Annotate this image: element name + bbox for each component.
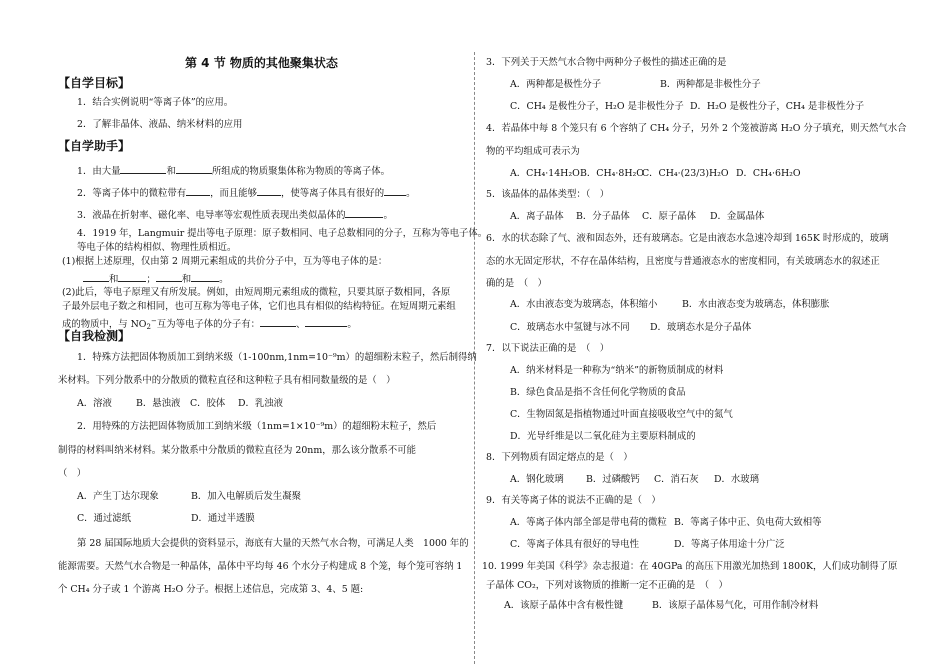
- check-q1-option-b[interactable]: B．悬浊液: [136, 398, 181, 409]
- blank[interactable]: [257, 185, 281, 196]
- q10-option-b[interactable]: B．该原子晶体易气化，可用作制冷材料: [652, 600, 819, 611]
- blank[interactable]: [305, 316, 347, 327]
- q9-option-c[interactable]: C．等离子体具有很好的导电性: [510, 539, 640, 550]
- passage-line1: 第 28 届国际地质大会提供的资料显示，海底有大量的天然气水合物，可满足人类 1000 年的: [77, 538, 469, 549]
- q9-option-b[interactable]: B．等离子体中正、负电荷大致相等: [674, 517, 822, 528]
- q4-option-d[interactable]: D．CH₄·6H₂O: [736, 168, 801, 179]
- q6-line3: 确的是 （ ）: [486, 278, 547, 289]
- check-q2-option-a[interactable]: A．产生丁达尔现象: [77, 491, 159, 502]
- q5-option-a[interactable]: A．离子晶体: [510, 211, 564, 222]
- q9-stem: 9．有关等离子体的说法不正确的是（ ）: [486, 495, 661, 506]
- q5-option-b[interactable]: B．分子晶体: [576, 211, 630, 222]
- q6-option-c[interactable]: C．玻璃态水中氢键与冰不同: [510, 322, 630, 333]
- helper-q1: 1．由大量 和 所组成的物质聚集体称为物质的等离子体。: [77, 163, 390, 178]
- check-q1-line2: 米材料。下列分散系中的分散质的微粒直径和这种粒子具有相同数量级的是（ ）: [58, 375, 396, 386]
- check-q1-option-a[interactable]: A．溶液: [77, 398, 112, 409]
- q8-option-a[interactable]: A．钢化玻璃: [510, 474, 564, 485]
- section-helper: 【自学助手】: [58, 139, 131, 153]
- q4-option-a[interactable]: A．CH₄·14H₂O: [510, 168, 580, 179]
- blank[interactable]: [191, 271, 219, 282]
- q8-stem: 8．下列物质有固定熔点的是（ ）: [486, 452, 633, 463]
- q8-option-b[interactable]: B．过磷酸钙: [586, 474, 640, 485]
- blank[interactable]: [118, 271, 146, 282]
- q4-line1: 4．若晶体中每 8 个笼只有 6 个容纳了 CH₄ 分子，另外 2 个笼被游离 H₂O 分子填充，则天然气水合: [486, 123, 907, 134]
- helper-q4-line3: (1)根据上述原理，仅由第 2 周期元素组成的共价分子中，互为等电子体的是：: [62, 256, 388, 267]
- q3-option-d[interactable]: D．H₂O 是极性分子，CH₄ 是非极性分子: [690, 101, 865, 112]
- q6-line1: 6．水的状态除了气、液和固态外，还有玻璃态。它是由液态水急速冷却到 165K 时形成的，玻璃: [486, 233, 889, 244]
- blank[interactable]: [83, 271, 109, 282]
- check-q2-line1: 2．用特殊的方法把固体物质加工到纳米级（1nm=1×10⁻⁹m）的超细粉末粒子，然后: [77, 421, 437, 432]
- q3-stem: 3．下列关于天然气水合物中两种分子极性的描述正确的是: [486, 57, 727, 68]
- q8-option-d[interactable]: D．水玻璃: [714, 474, 760, 485]
- helper-q4-line6: 子最外层电子数之和相同，也可互称为等电子体，它们也具有相似的结构特征。在短周期元素组: [62, 301, 456, 312]
- goal-2: 2．了解非晶体、液晶、纳米材料的应用: [77, 119, 243, 130]
- q5-stem: 5．该晶体的晶体类型：（ ）: [486, 189, 610, 200]
- q4-option-c[interactable]: C．CH₄·(23/3)H₂O: [642, 168, 729, 179]
- q4-line2: 物的平均组成可表示为: [486, 146, 580, 157]
- passage-line3: 个 CH₄ 分子或 1 个游离 H₂O 分子。根据上述信息，完成第 3、4、5 题:: [58, 584, 364, 595]
- check-q2-line2: 制得的材料叫纳米材料。某分散系中分散质的微粒直径为 20nm，那么该分散系不可能: [58, 445, 416, 456]
- q10-line1: 10. 1999 年美国《科学》杂志报道：在 40GPa 的高压下用激光加热到 1800K，人们成功制得了原: [482, 561, 898, 572]
- q10-option-a[interactable]: A．该原子晶体中含有极性键: [504, 600, 624, 611]
- helper-q4-line2: 等电子体的结构相似、物理性质相近。: [77, 242, 237, 253]
- passage-line2: 能源需要。天然气水合物是一种晶体，晶体中平均每 46 个水分子构建成 8 个笼，每个笼可容纳 1: [58, 561, 463, 572]
- section-check: 【自我检测】: [58, 329, 131, 343]
- q10-line2: 子晶体 CO₂，下列对该物质的推断一定不正确的是 （ ）: [486, 580, 728, 591]
- blank[interactable]: [120, 163, 166, 174]
- q4-option-b[interactable]: B．CH₄·8H₂O: [580, 168, 644, 179]
- q6-option-a[interactable]: A．水由液态变为玻璃态，体积缩小: [510, 299, 658, 310]
- blank[interactable]: [260, 316, 296, 327]
- q6-line2: 态的水无固定形状，不存在晶体结构，且密度与普通液态水的密度相同，有关玻璃态水的叙述正: [486, 256, 880, 267]
- q7-stem: 7．以下说法正确的是 （ ）: [486, 343, 610, 354]
- q8-option-c[interactable]: C．消石灰: [654, 474, 699, 485]
- goal-1: 1．结合实例说明“等离子体”的应用。: [77, 97, 234, 108]
- blank[interactable]: [156, 271, 182, 282]
- q7-option-b[interactable]: B．绿色食品是指不含任何化学物质的食品: [510, 387, 686, 398]
- q7-option-d[interactable]: D．光导纤维是以二氧化硅为主要原料制成的: [510, 431, 696, 442]
- q3-option-b[interactable]: B．两种都是非极性分子: [660, 79, 761, 90]
- blank[interactable]: [186, 185, 210, 196]
- helper-q3: 3．液晶在折射率、磁化率、电导率等宏观性质表现出类似晶体的 。: [77, 207, 393, 222]
- q7-option-c[interactable]: C．生物固氮是指植物通过叶面直接吸收空气中的氮气: [510, 409, 733, 420]
- check-q2-option-d[interactable]: D．通过半透膜: [191, 513, 255, 524]
- blank[interactable]: [345, 207, 383, 218]
- helper-q4-line4: 和 ； 和 。: [83, 271, 229, 286]
- helper-q2: 2．等离子体中的微粒带有 ，而且能够 ，使等离子体具有很好的 。: [77, 185, 416, 200]
- helper-q4-line5: (2)此后，等电子原理又有所发展。例如，由短周期元素组成的微粒，只要其原子数相同，各原: [62, 287, 451, 298]
- page-title: 第 4 节 物质的其他聚集状态: [185, 56, 338, 70]
- blank[interactable]: [384, 185, 406, 196]
- q3-option-a[interactable]: A．两种都是极性分子: [510, 79, 602, 90]
- q5-option-c[interactable]: C．原子晶体: [642, 211, 697, 222]
- q3-option-c[interactable]: C．CH₄ 是极性分子，H₂O 是非极性分子: [510, 101, 684, 112]
- q9-option-d[interactable]: D．等离子体用途十分广泛: [674, 539, 785, 550]
- q6-option-b[interactable]: B．水由液态变为玻璃态，体积膨胀: [682, 299, 830, 310]
- q9-option-a[interactable]: A．等离子体内部全部是带电荷的微粒: [510, 517, 667, 528]
- check-q2-option-b[interactable]: B．加入电解质后发生凝聚: [191, 491, 302, 502]
- q5-option-d[interactable]: D．金属晶体: [710, 211, 765, 222]
- check-q1-line1: 1．特殊方法把固体物质加工到纳米级（1-100nm,1nm=10⁻⁹m）的超细粉末粒子，然后制得纳: [77, 352, 477, 363]
- q6-option-d[interactable]: D．玻璃态水是分子晶体: [650, 322, 752, 333]
- blank[interactable]: [176, 163, 212, 174]
- section-goals: 【自学目标】: [58, 76, 131, 90]
- check-q1-option-d[interactable]: D．乳浊液: [238, 398, 284, 409]
- q7-option-a[interactable]: A．纳米材料是一种称为“纳米”的新物质制成的材料: [510, 365, 724, 376]
- check-q1-option-c[interactable]: C．胶体: [190, 398, 226, 409]
- helper-q4-line1: 4．1919 年，Langmuir 提出等电子原理：原子数相同、电子总数相同的分子，互称为等电子体。: [77, 228, 488, 239]
- helper-q4-line7: 成的物质中，与 $NO_2^-$互为等电子体的分子有： 、 。: [62, 317, 357, 331]
- check-q2-option-c[interactable]: C．通过滤纸: [77, 513, 132, 524]
- check-q2-line3: （ ）: [58, 468, 87, 479]
